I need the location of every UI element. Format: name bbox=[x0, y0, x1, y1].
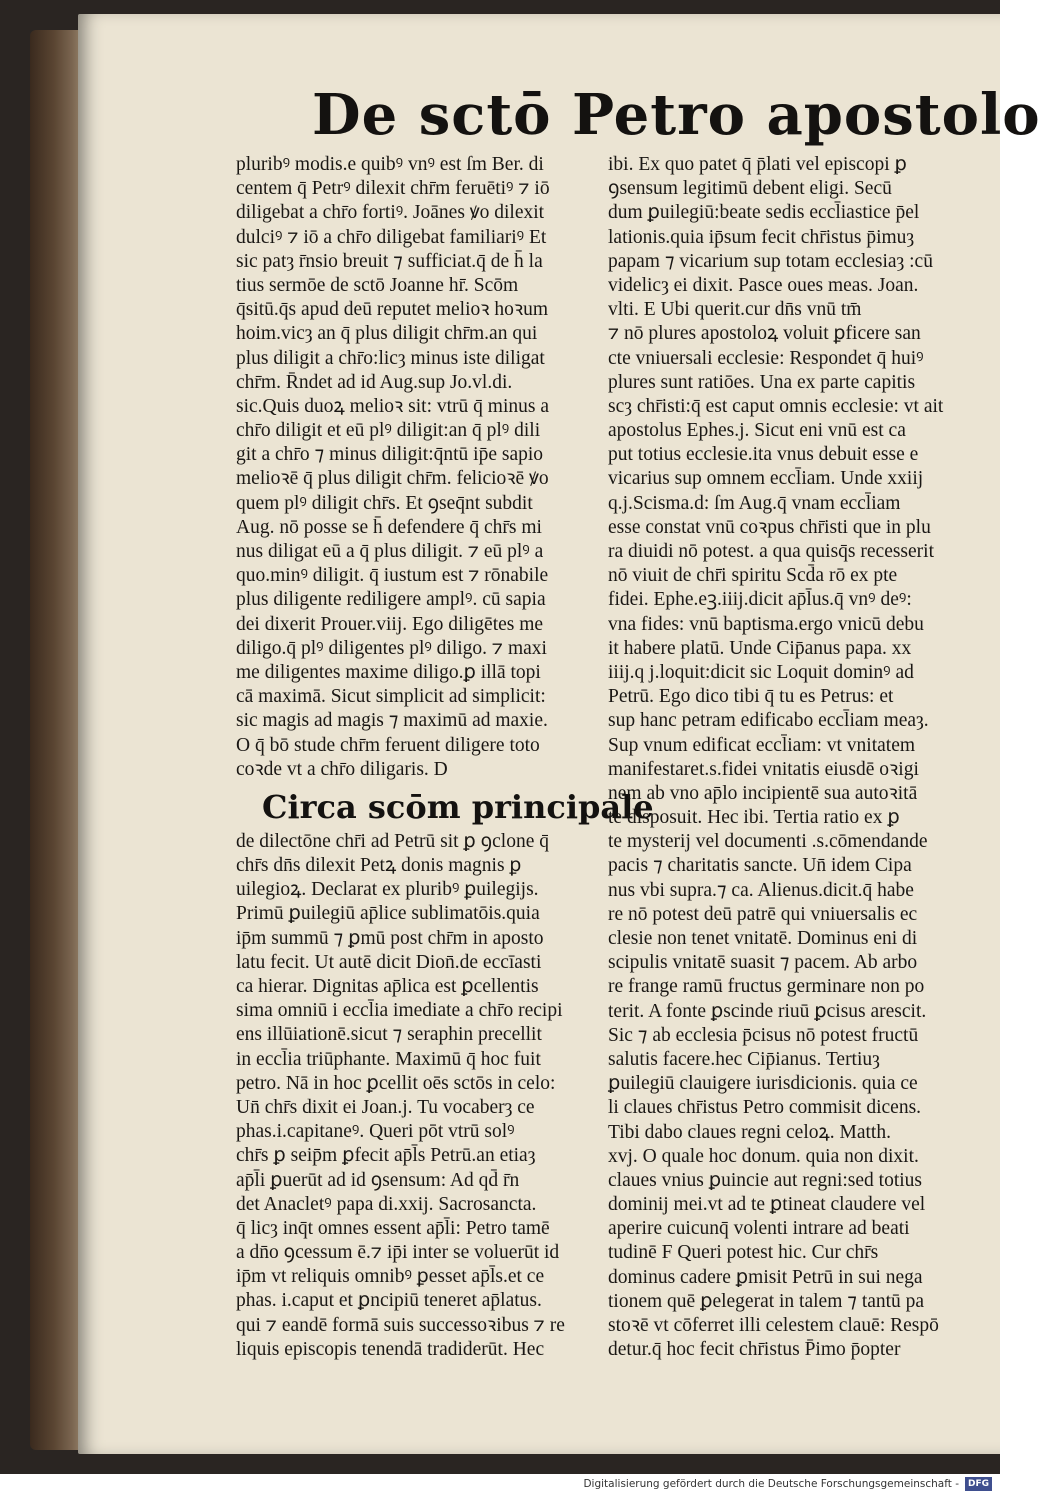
text-line: quo.minꝰ diligit. q̄ iustum est ⁊ rōnabile bbox=[236, 565, 549, 587]
text-line: diligebat a chr̄o fortiꝰ. Joānes ꝟo dilexit bbox=[236, 202, 545, 224]
text-line: terit. A fonte ꝑscinde riuū ꝑcisus arescit. bbox=[608, 1000, 927, 1022]
text-line: vlti. E Ubi querit.cur dn̄s vnū tm̄ bbox=[608, 299, 862, 321]
text-line: plus diligit a chr̄o:licȝ minus iste diligat bbox=[236, 347, 545, 369]
text-line: sup hanc petram edificabo eccl̄iam meaȝ. bbox=[608, 710, 929, 732]
text-line: melioꝛē q̄ plus diligit chr̄m. felicioꝛē ꝟo bbox=[236, 468, 549, 490]
text-line: quem plꝰ diligit chr̄s. Et ꝯseq̄nt subdit bbox=[236, 492, 533, 514]
text-line: q̄sitū.q̄s apud deū reputet melioꝛ hoꝛum bbox=[236, 299, 549, 321]
text-line: Primū ꝑuilegiū ap̄lice sublimatōis.quia bbox=[236, 903, 540, 925]
text-line: Sup vnum edificat eccl̄iam: vt vnitatem bbox=[608, 734, 916, 756]
text-line: diligo.q̄ plꝰ diligentes plꝰ diligo. ⁊ maxi bbox=[236, 637, 547, 659]
text-line: vicarius sup omnem eccl̄iam. Unde xxiij bbox=[608, 468, 924, 490]
text-line: cte vniuersali ecclesie: Respondet q̄ huiꝰ bbox=[608, 347, 924, 369]
text-line: xvj. O quale hoc donum. quia non dixit. bbox=[608, 1145, 919, 1167]
text-line: Petrū. Ego dico tibi q̄ tu es Petrus: et bbox=[608, 686, 894, 708]
text-line: videlicȝ ei dixit. Pasce oues meas. Joan. bbox=[608, 274, 919, 296]
text-line: Un̄ chr̄s dixit ei Joan.j. Tu vocaberȝ ce bbox=[236, 1096, 535, 1118]
text-line: tius sermōe de sctō Joanne hr̄. Scōm bbox=[236, 274, 519, 296]
text-line: scipulis vnitatē suasit ⁊ pacem. Ab arbo bbox=[608, 952, 918, 974]
text-line: chr̄s dn̄s dilexit Petꝝ donis magnis ꝑ bbox=[236, 855, 522, 877]
text-line: chr̄s ꝑ seip̄m ꝑfecit ap̄l̄s Petrū.an etiaȝ bbox=[236, 1145, 536, 1167]
text-line: uilegioꝝ. Declarat ex pluribꝰ ꝑuilegijs. bbox=[236, 879, 539, 901]
text-line: ibi. Ex quo patet q̄ p̄lati vel episcopi ꝑ bbox=[608, 154, 907, 175]
text-line: chr̄o diligit et eū plꝰ diligit:an q̄ plꝰ dili bbox=[236, 420, 541, 442]
text-line: ra diuidi nō potest. a qua quisq̄s recesserit bbox=[608, 541, 935, 562]
text-line: nō viuit de chr̄i spiritu Scd̄a rō ex pte bbox=[608, 565, 898, 587]
text-line: hoim.vicȝ an q̄ plus diligit chr̄m.an qui bbox=[236, 323, 538, 345]
footer-bar bbox=[0, 1474, 1000, 1494]
text-line: a dn̄o ꝯcessum ē.⁊ ip̄i inter se voluerūt id bbox=[236, 1242, 560, 1264]
text-line: clesie non tenet vnitatē. Dominus eni di bbox=[608, 928, 918, 949]
text-line: coꝛde vt a chr̄o diligaris. D bbox=[236, 758, 448, 780]
text-line: ca hierar. Dignitas ap̄lica est ꝑcellentis bbox=[236, 976, 539, 997]
text-line: plures sunt ratiōes. Una ex parte capitis bbox=[608, 371, 916, 393]
text-line: vna fides: vnū baptisma.ergo vnicū debu bbox=[608, 613, 924, 635]
left-column-top-text bbox=[236, 153, 596, 782]
text-line: te disposuit. Hec ibi. Tertia ratio ex ꝑ bbox=[608, 807, 900, 829]
text-line: dominus cadere ꝑmisit Petrū in sui nega bbox=[608, 1266, 923, 1288]
text-line: Tibi dabo claues regni celoꝝ. Matth. bbox=[608, 1121, 891, 1143]
section-heading: Circa scōm principale bbox=[262, 787, 654, 826]
left-column-bottom-text bbox=[236, 830, 596, 1362]
text-line: Aug. nō posse se h̄ defendere q̄ chr̄s mi bbox=[236, 516, 542, 538]
text-line: dominij mei.vt ad te ꝑtineat claudere vel bbox=[608, 1194, 926, 1216]
text-line: ꝑuilegiū clauigere iurisdicionis. quia ce bbox=[608, 1073, 918, 1095]
text-line: Sic ⁊ ab ecclesia p̄cisus nō potest fructū bbox=[608, 1024, 919, 1046]
text-line: pacis ⁊ charitatis sancte. Un̄ idem Cipa bbox=[608, 855, 912, 877]
text-line: me diligentes maxime diligo.ꝑ illā topi bbox=[236, 661, 541, 683]
text-line: ap̄l̄i ꝑuerūt ad id ꝯsensum: Ad qd̄ r̄n bbox=[236, 1169, 520, 1191]
right-column bbox=[608, 153, 980, 1362]
text-line: ꝯsensum legitimū debent eligi. Secū bbox=[608, 178, 892, 200]
text-line: plus diligente rediligere amplꝰ. cū sapia bbox=[236, 589, 546, 611]
text-line: cā maximā. Sicut simplicit ad simplicit: bbox=[236, 686, 546, 708]
text-line: petro. Nā in hoc ꝑcellit oēs sctōs in celo: bbox=[236, 1072, 556, 1094]
text-line: apostolus Ephes.j. Sicut eni vnū est ca bbox=[608, 420, 906, 442]
text-line: det Anacletꝰ papa di.xxij. Sacrosancta. bbox=[236, 1193, 537, 1215]
text-line: ens illūiationē.sicut ⁊ seraphin precellit bbox=[236, 1024, 542, 1046]
text-line: de dilectōne chr̄i ad Petrū sit ꝑ ꝯclone q̄ bbox=[236, 830, 549, 852]
text-line: git a chr̄o ⁊ minus diligit:q̄ntū ip̄e sapio bbox=[236, 444, 544, 466]
text-line: re nō potest deū patrē qui vniuersalis ec bbox=[608, 903, 918, 925]
text-line: ip̄m summū ⁊ ꝑmū post chr̄m in aposto bbox=[236, 927, 544, 949]
text-line: qui ⁊ eandē formā suis successoꝛibus ⁊ re bbox=[236, 1314, 565, 1336]
text-line: re frange ramū fructus germinare non po bbox=[608, 976, 925, 998]
text-line: detur.q̄ hoc fecit chr̄istus P̄imo p̄opter bbox=[608, 1339, 901, 1361]
text-line: ⁊ nō plures apostoloꝝ voluit ꝑficere san bbox=[608, 323, 921, 345]
text-line: tionem quē ꝑelegerat in talem ⁊ tantū pa bbox=[608, 1290, 925, 1312]
text-line: sima omniū i eccl̄ia imediate a chr̄o recipi bbox=[236, 1000, 563, 1022]
text-line: scȝ chr̄isti:q̄ est caput omnis ecclesie: vt ait bbox=[608, 395, 944, 417]
text-line: manifestaret.s.fidei vnitatis eiusdē oꝛigi bbox=[608, 758, 919, 780]
text-line: latu fecit. Ut autē dicit Dion̄.de eccīasti bbox=[236, 951, 542, 973]
funding-credit: Digitalisierung gefördert durch die Deutsche Forschungsgemeinschaft - bbox=[583, 1478, 959, 1490]
text-line: phas. i.caput et ꝑncipiū teneret ap̄latus. bbox=[236, 1290, 542, 1312]
dfg-logo: DFG bbox=[965, 1477, 992, 1491]
text-line: chr̄m. R̄ndet ad id Aug.sup Jo.vl.di. bbox=[236, 371, 513, 393]
text-line: claues vnius ꝑuincie aut regni:sed totius bbox=[608, 1169, 923, 1191]
left-column bbox=[236, 153, 654, 1362]
text-line: nem ab vno ap̄lo incipientē sua autoꝛitā bbox=[608, 782, 918, 804]
text-line: dei dixerit Prouer.viij. Ego diligētes me bbox=[236, 613, 544, 635]
text-line: ip̄m vt reliquis omnibꝰ ꝑesset ap̄l̄s.et ce bbox=[236, 1266, 545, 1288]
text-line: sic magis ad magis ⁊ maximū ad maxie. bbox=[236, 710, 548, 732]
text-line: sic patȝ r̄nsio breuit ⁊ sufficiat.q̄ de h̄ la bbox=[236, 250, 543, 272]
text-line: centem q̄ Petrꝰ dilexit chr̄m feruētiꝰ ⁊ iō bbox=[236, 178, 550, 200]
text-line: nus diligat eū a q̄ plus diligit. ⁊ eū plꝰ a bbox=[236, 541, 544, 562]
text-line: salutis facere.hec Cip̄ianus. Tertiuȝ bbox=[608, 1048, 880, 1070]
text-line: put totius ecclesie.ita vnus debuit esse e bbox=[608, 444, 919, 466]
text-line: liquis episcopis tenendā tradiderūt. Hec bbox=[236, 1338, 545, 1360]
running-title: De sctō Petro apostolo bbox=[312, 82, 1041, 148]
right-column-text bbox=[608, 153, 980, 1362]
text-line: papam ⁊ vicarium sup totam ecclesiaȝ :cū bbox=[608, 250, 933, 272]
text-line: te mysterij vel documenti .s.cōmendande bbox=[608, 831, 928, 853]
text-line: in eccl̄ia triūphante. Maximū q̄ hoc fuit bbox=[236, 1048, 541, 1070]
text-line: li claues chr̄istus Petro commisit dicens. bbox=[608, 1097, 922, 1119]
text-line: stoꝛē vt cōferret illi celestem clauē: Respō bbox=[608, 1315, 939, 1336]
text-line: lationis.quia ip̄sum fecit chr̄istus p̄imuȝ bbox=[608, 226, 915, 248]
text-line: q̄ licȝ inq̄t omnes essent ap̄l̄i: Petro tamē bbox=[236, 1217, 550, 1239]
text-line: fidei. Ephe.eꝫ.iiij.dicit ap̄l̄us.q̄ vnꝰ deꝰ: bbox=[608, 589, 912, 611]
text-line: dum ꝑuilegiū:beate sedis eccl̄iastice p̄el bbox=[608, 202, 920, 224]
text-line: nus vbi supra.⁊ ca. Alienus.dicit.q̄ habe bbox=[608, 879, 914, 901]
text-line: pluribꝰ modis.e quibꝰ vnꝰ est ſm Ber. di bbox=[236, 154, 544, 175]
text-line: dulciꝰ ⁊ iō a chr̄o diligebat familiariꝰ Et bbox=[236, 226, 547, 248]
text-line: q.j.Scisma.d: ſm Aug.q̄ vnam eccl̄iam bbox=[608, 492, 901, 514]
text-line: iiij.q j.loquit:dicit sic Loquit dominꝰ ad bbox=[608, 661, 914, 683]
text-line: sic.Quis duoꝝ melioꝛ sit: vtrū q̄ minus a bbox=[236, 395, 550, 417]
text-line: O q̄ bō stude chr̄m feruent diligere toto bbox=[236, 734, 540, 756]
text-line: tudinē F Queri potest hic. Cur chr̄s bbox=[608, 1242, 879, 1264]
text-line: it habere platū. Unde Cip̄anus papa. xx bbox=[608, 637, 912, 659]
text-line: phas.i.capitaneꝰ. Queri pōt vtrū solꝰ bbox=[236, 1121, 515, 1143]
text-line: aperire cuicunq̄ volenti intrare ad beati bbox=[608, 1218, 910, 1240]
text-line: esse constat vnū coꝛpus chr̄isti que in plu bbox=[608, 516, 931, 538]
